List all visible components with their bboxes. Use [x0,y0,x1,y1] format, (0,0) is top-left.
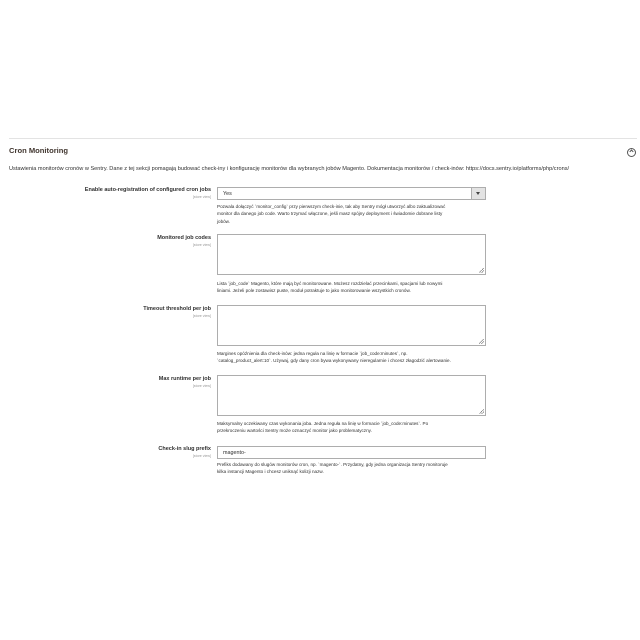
chevron-down-icon [476,192,480,195]
auto-registration-select[interactable] [217,187,486,200]
timeout-threshold-label: Timeout threshold per job [143,306,211,312]
timeout-threshold-note [217,350,489,365]
chevron-up-circle-icon[interactable] [627,148,636,157]
note-line: kilka instancji Magento i chcesz uniknąć kolizji nazw. [217,469,324,475]
resize-handle[interactable] [479,339,484,344]
note-line: monitor dla danego job code. Warto trzymać włączone, jeśli masz spójny deployment i świadomie dobrane listy [217,211,443,217]
checkin-slug-prefix-label: Check-in slug prefix [158,446,211,452]
note-line: przekroczeniu wartości Sentry może oznaczyć monitor jako problematyczny. [217,428,372,434]
monitored-job-codes-textarea[interactable] [217,234,486,275]
section-title: Cron Monitoring [9,146,69,155]
auto-registration-value: Yes [223,191,232,197]
max-runtime-textarea[interactable] [217,375,486,416]
max-runtime-scope: [store view] [192,384,211,388]
checkin-slug-prefix-input[interactable] [217,446,486,459]
checkin-slug-prefix-note [217,461,489,476]
max-runtime-label: Max runtime per job [158,376,211,382]
section-description: Ustawienia monitorów cronów w Sentry. Dane z tej sekcji pomagają budować check-iny i konfigurację monitorów dla wybranych jobów Magento. Dokumentacja monitorów / check-inów: https://docs.sentry.io/platforms/php/crons/ [9,166,570,172]
checkin-slug-prefix-value: magento- [223,450,246,456]
note-line: Pozwala dołączyć `monitor_config` przy pierwszym check-inie, tak aby Sentry mógł utworzyć albo zaktualizować [217,204,446,209]
resize-handle[interactable] [479,268,484,273]
note-line: Lista `job_code` Magento, które mają być monitorowane. Możesz rozdzielać przecinkami, spacjami lub nowymi [217,281,443,286]
auto-registration-note [217,203,489,225]
auto-registration-label: Enable auto-registration of configured cron jobs [84,187,211,193]
monitored-job-codes-label: Monitored job codes [157,235,211,241]
max-runtime-note [217,420,489,435]
checkin-slug-prefix-scope: [store view] [192,454,211,458]
timeout-threshold-scope: [store view] [192,314,211,318]
resize-handle[interactable] [479,409,484,414]
note-line: jobów. [217,218,231,224]
monitored-job-codes-scope: [store view] [192,243,211,247]
auto-registration-scope: [store view] [192,195,211,199]
note-line: Prefiks dodawany do slugów monitorów cron, np. `magento-`. Przydatny, gdy jedna organizacja Sentry monitoruje [217,462,448,467]
cron-monitoring-section-header[interactable] [9,138,637,165]
note-line: Maksymalny oczekiwany czas wykonania joba. Jedna reguła na linię w formacie `job_code:minutes`. Po [217,421,429,426]
monitored-job-codes-note [217,280,489,295]
timeout-threshold-textarea[interactable] [217,305,486,346]
dropdown-toggle[interactable] [471,188,485,199]
note-line: liniami. Jeżeli pole zostawisz puste, moduł potraktuje to jako monitorowanie wszystkich cronów. [217,288,411,294]
note-line: `catalog_product_alert:10`. Używaj, gdy dany cron bywa wykonywany nieregularnie i chcesz złagodzić alertowanie. [217,358,451,364]
note-line: Margines opóźnienia dla check-inów: jedna reguła na linię w formacie `job_code:minutes`, np. [217,351,408,356]
